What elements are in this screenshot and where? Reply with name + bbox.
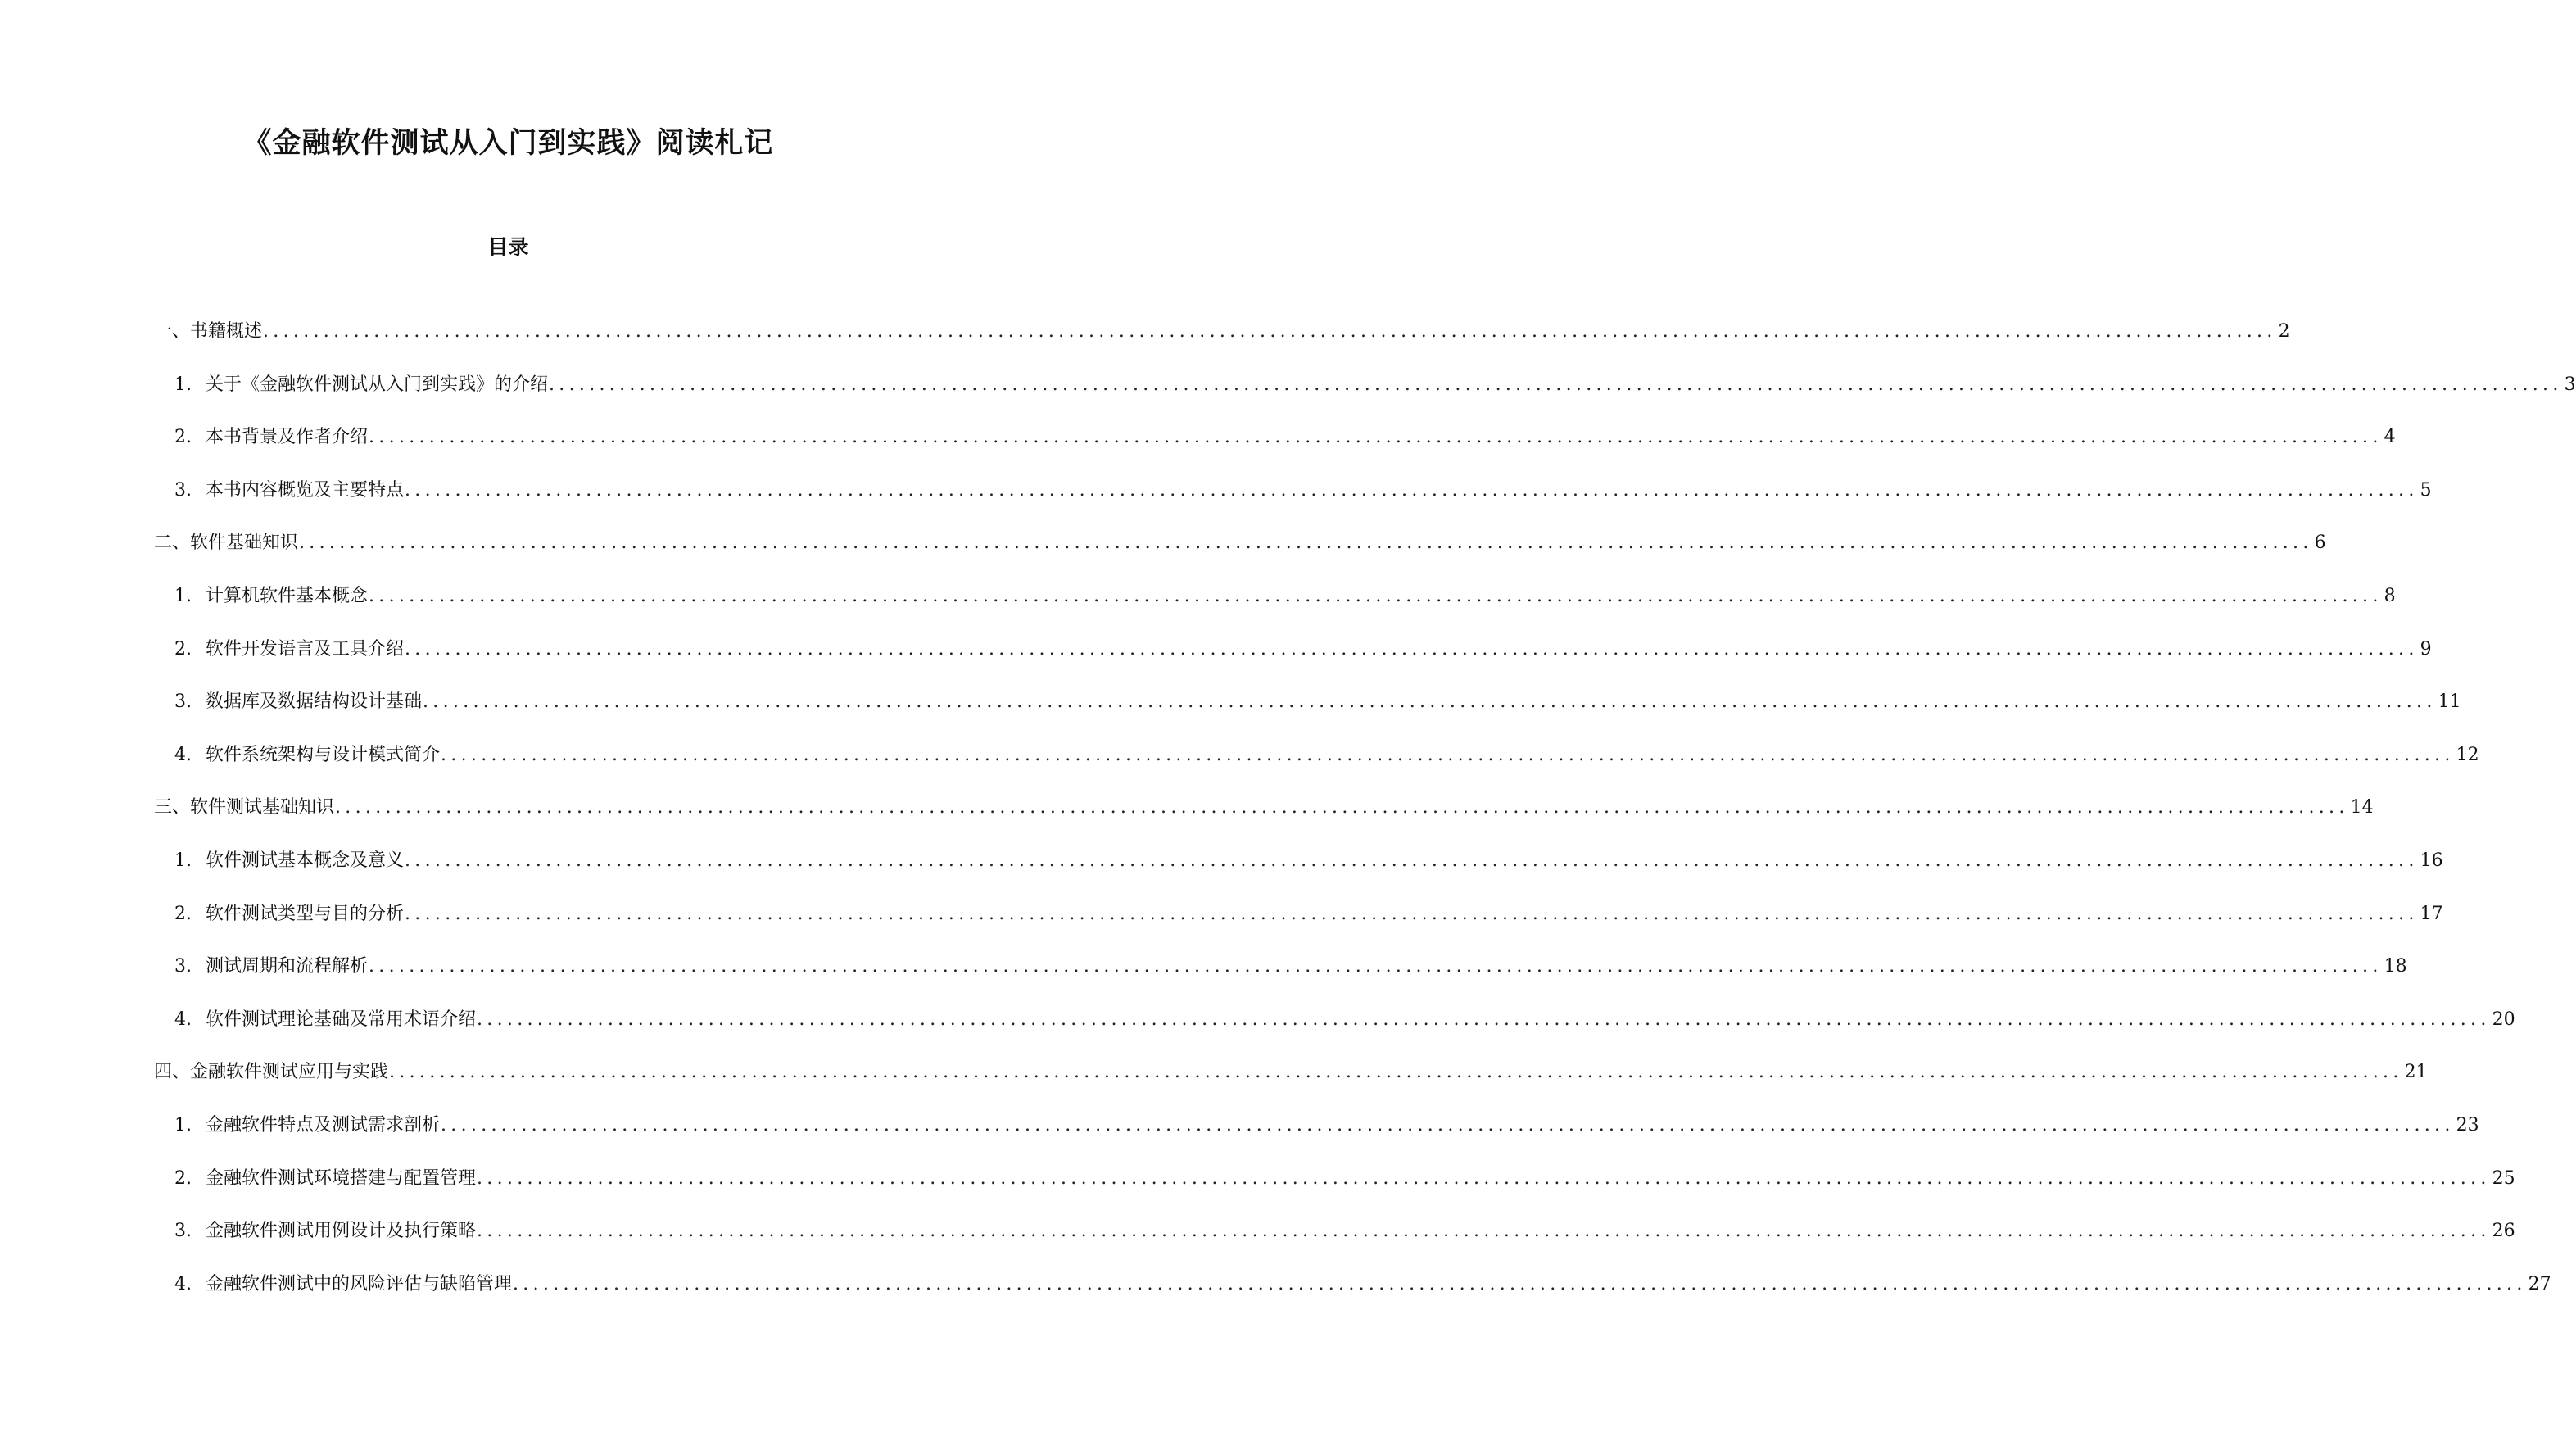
toc-dot-leader: ........................................................................................................................................................................................................	[477, 1221, 2491, 1241]
toc-section-entry[interactable]	[154, 526, 2326, 555]
toc-page-number: 3	[2564, 374, 2576, 395]
toc-dot-leader: ........................................................................................................................................................................................................	[263, 321, 2277, 342]
toc-entry-number: 1.	[174, 586, 192, 606]
toc-entry-label: 软件系统架构与设计模式简介	[206, 745, 441, 765]
toc-dot-leader: ........................................................................................................................................................................................................	[369, 956, 2383, 977]
toc-page-number: 8	[2384, 586, 2396, 606]
toc-page-number: 27	[2528, 1274, 2551, 1294]
toc-dot-leader: ........................................................................................................................................................................................................	[513, 1274, 2527, 1294]
toc-entry-number: 2.	[174, 1168, 192, 1189]
toc-dot-leader: ........................................................................................................................................................................................................	[369, 427, 2383, 447]
toc-subsection-entry[interactable]	[174, 1108, 2479, 1138]
toc-subsection-entry[interactable]	[174, 579, 2396, 609]
toc-entry-label: 金融软件测试用例设计及执行策略	[206, 1221, 477, 1241]
toc-dot-leader: ........................................................................................................................................................................................................	[441, 1115, 2455, 1136]
toc-dot-leader: ........................................................................................................................................................................................................	[477, 1168, 2491, 1189]
toc-page-number: 18	[2384, 956, 2407, 977]
toc-subsection-entry[interactable]	[174, 685, 2461, 714]
toc-page-number: 25	[2492, 1168, 2515, 1189]
toc-page-number: 20	[2492, 1009, 2515, 1030]
toc-entry-label: 一、书籍概述	[154, 321, 263, 342]
toc-dot-leader: ........................................................................................................................................................................................................	[441, 745, 2455, 765]
toc-page-number: 5	[2420, 480, 2432, 501]
toc-dot-leader: ........................................................................................................................................................................................................	[369, 586, 2383, 606]
toc-entry-label: 金融软件测试中的风险评估与缺陷管理	[206, 1274, 513, 1294]
toc-dot-leader: ........................................................................................................................................................................................................	[477, 1009, 2491, 1030]
toc-entry-number: 3.	[174, 956, 192, 977]
toc-subsection-entry[interactable]	[174, 844, 2443, 873]
toc-page-number: 9	[2420, 639, 2432, 660]
toc-page-number: 23	[2456, 1115, 2479, 1136]
toc-entry-label: 关于《金融软件测试从入门到实践》的介绍	[206, 374, 549, 395]
toc-section-entry[interactable]	[154, 1055, 2428, 1085]
toc-dot-leader: ........................................................................................................................................................................................................	[405, 904, 2419, 924]
toc-entry-label: 四、金融软件测试应用与实践	[154, 1062, 389, 1082]
toc-entry-number: 4.	[174, 1009, 192, 1030]
toc-subsection-entry[interactable]	[174, 632, 2432, 662]
toc-subsection-entry[interactable]	[174, 1214, 2515, 1244]
toc-dot-leader: ........................................................................................................................................................................................................	[405, 850, 2419, 871]
toc-entry-number: 3.	[174, 480, 192, 501]
toc-entry-label: 金融软件特点及测试需求剖析	[206, 1115, 441, 1136]
toc-entry-number: 3.	[174, 691, 192, 712]
toc-subsection-entry[interactable]	[174, 474, 2432, 503]
toc-subsection-entry[interactable]	[174, 420, 2396, 450]
toc-subsection-entry[interactable]	[174, 368, 2576, 397]
toc-entry-label: 软件测试基本概念及意义	[206, 850, 405, 871]
toc-page-number: 12	[2456, 745, 2479, 765]
toc-entry-number: 2.	[174, 639, 192, 660]
toc-page-number: 2	[2278, 321, 2290, 342]
toc-dot-leader: ........................................................................................................................................................................................................	[549, 374, 2563, 395]
toc-page-number: 4	[2384, 427, 2396, 447]
toc-page-number: 17	[2420, 904, 2443, 924]
toc-entry-number: 1.	[174, 374, 192, 395]
toc-page-number: 11	[2438, 691, 2461, 712]
document-title: 《金融软件测试从入门到实践》阅读札记	[242, 127, 774, 160]
toc-page-number: 14	[2350, 797, 2374, 818]
toc-entry-label: 软件测试理论基础及常用术语介绍	[206, 1009, 477, 1030]
toc-dot-leader: ........................................................................................................................................................................................................	[299, 533, 2313, 553]
toc-section-entry[interactable]	[154, 791, 2374, 820]
toc-entry-label: 三、软件测试基础知识	[154, 797, 335, 818]
toc-dot-leader: ........................................................................................................................................................................................................	[335, 797, 2349, 818]
toc-entry-number: 3.	[174, 1221, 192, 1241]
toc-dot-leader: ........................................................................................................................................................................................................	[389, 1062, 2403, 1082]
toc-entry-label: 本书内容概览及主要特点	[206, 480, 405, 501]
toc-subsection-entry[interactable]	[174, 1162, 2515, 1191]
toc-page-number: 6	[2314, 533, 2326, 553]
toc-subsection-entry[interactable]	[174, 1003, 2515, 1032]
toc-subsection-entry[interactable]	[174, 897, 2443, 927]
toc-subsection-entry[interactable]	[174, 950, 2407, 979]
toc-page-number: 16	[2420, 850, 2443, 871]
toc-entry-number: 2.	[174, 427, 192, 447]
toc-entry-number: 4.	[174, 745, 192, 765]
toc-entry-label: 软件开发语言及工具介绍	[206, 639, 405, 660]
toc-section-entry[interactable]	[154, 315, 2290, 344]
toc-dot-leader: ........................................................................................................................................................................................................	[405, 639, 2419, 660]
toc-entry-label: 数据库及数据结构设计基础	[206, 691, 423, 712]
toc-entry-number: 2.	[174, 904, 192, 924]
toc-heading: 目录	[487, 235, 529, 259]
toc-entry-number: 4.	[174, 1274, 192, 1294]
toc-page-number: 26	[2492, 1221, 2515, 1241]
toc-page-number: 21	[2404, 1062, 2428, 1082]
toc-entry-number: 1.	[174, 850, 192, 871]
toc-entry-label: 软件测试类型与目的分析	[206, 904, 405, 924]
toc-subsection-entry[interactable]	[174, 1267, 2551, 1297]
toc-dot-leader: ........................................................................................................................................................................................................	[405, 480, 2419, 501]
toc-entry-label: 本书背景及作者介绍	[206, 427, 369, 447]
toc-subsection-entry[interactable]	[174, 738, 2479, 768]
toc-dot-leader: ........................................................................................................................................................................................................	[423, 691, 2437, 712]
toc-entry-label: 金融软件测试环境搭建与配置管理	[206, 1168, 477, 1189]
toc-entry-label: 计算机软件基本概念	[206, 586, 369, 606]
toc-entry-number: 1.	[174, 1115, 192, 1136]
toc-entry-label: 二、软件基础知识	[154, 533, 299, 553]
toc-entry-label: 测试周期和流程解析	[206, 956, 369, 977]
